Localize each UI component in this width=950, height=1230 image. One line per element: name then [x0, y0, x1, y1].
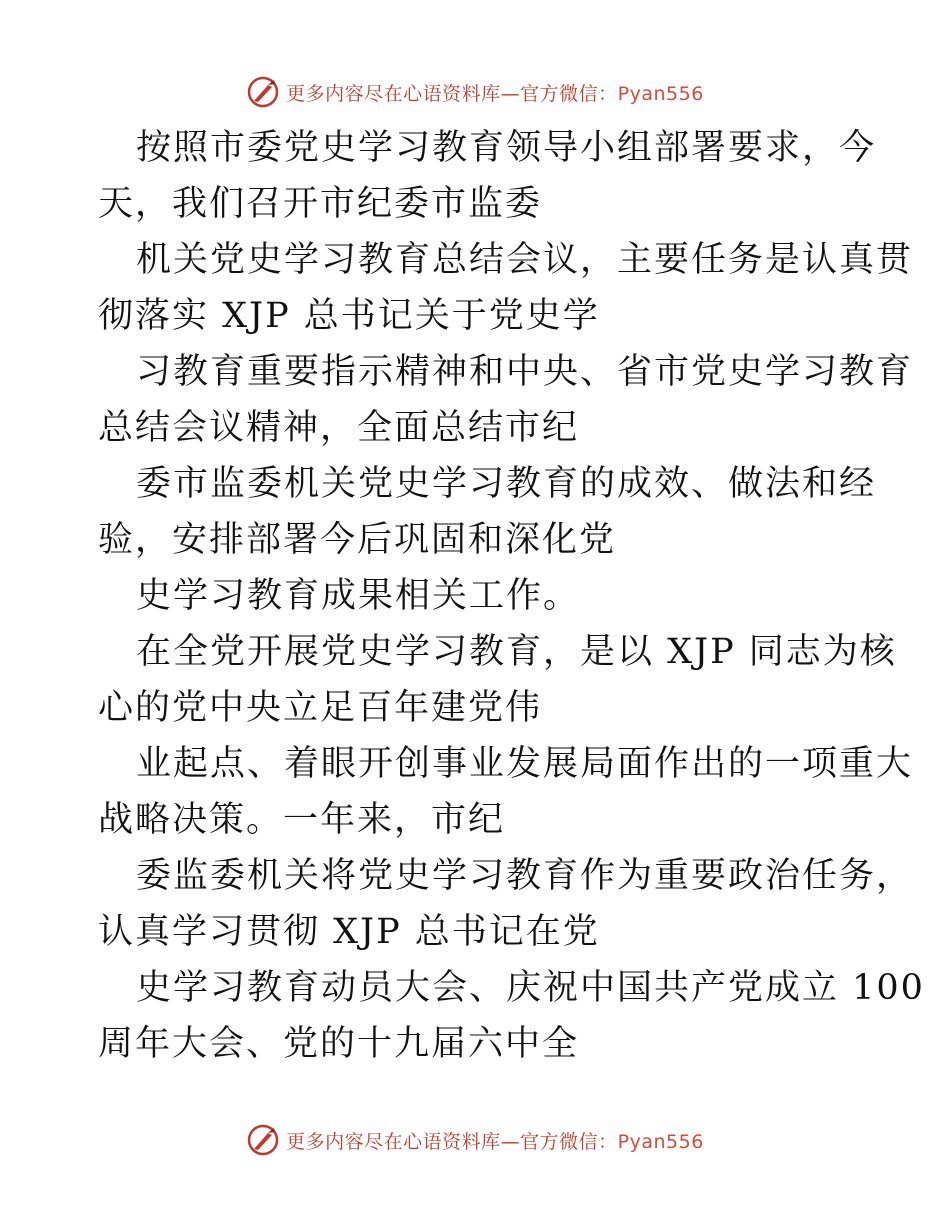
text-line: 史学习教育成果相关工作。 — [136, 576, 581, 616]
text-line: 委市监委机关党史学习教育的成效、做法和经 — [136, 464, 877, 504]
watermark-text: 更多内容尽在心语资料库—官方微信：Pyan556 — [286, 82, 704, 105]
text-line: 史学习教育动员大会、庆祝中国共产党成立 100 — [136, 968, 925, 1008]
text-line: 机关党史学习教育总结会议，主要任务是认真贯 — [136, 240, 914, 280]
watermark-text: 更多内容尽在心语资料库—官方微信：Pyan556 — [286, 1130, 704, 1153]
text-line: 总结会议精神，全面总结市纪 — [98, 408, 580, 448]
footer-watermark — [0, 1120, 950, 1160]
text-line: 在全党开展党史学习教育，是以 XJP 同志为核 — [136, 632, 897, 672]
quill-logo-icon — [246, 1123, 280, 1157]
text-line: 习教育重要指示精神和中央、省市党史学习教育 — [136, 352, 914, 392]
text-line: 天，我们召开市纪委市监委 — [98, 184, 543, 224]
text-line: 彻落实 XJP 总书记关于党史学 — [98, 296, 600, 336]
header-watermark — [0, 72, 950, 112]
quill-logo-icon — [246, 75, 280, 109]
text-line: 按照市委党史学习教育领导小组部署要求，今 — [136, 128, 877, 168]
text-line: 认真学习贯彻 XJP 总书记在党 — [98, 912, 600, 952]
text-line: 委监委机关将党史学习教育作为重要政治任务， — [136, 856, 914, 896]
text-line: 周年大会、党的十九届六中全 — [98, 1024, 580, 1064]
document-body — [98, 120, 925, 1072]
text-line: 心的党中央立足百年建党伟 — [98, 688, 543, 728]
text-line: 验，安排部署今后巩固和深化党 — [98, 520, 617, 560]
text-line: 业起点、着眼开创事业发展局面作出的一项重大 — [136, 744, 914, 784]
text-line: 战略决策。一年来，市纪 — [98, 800, 506, 840]
